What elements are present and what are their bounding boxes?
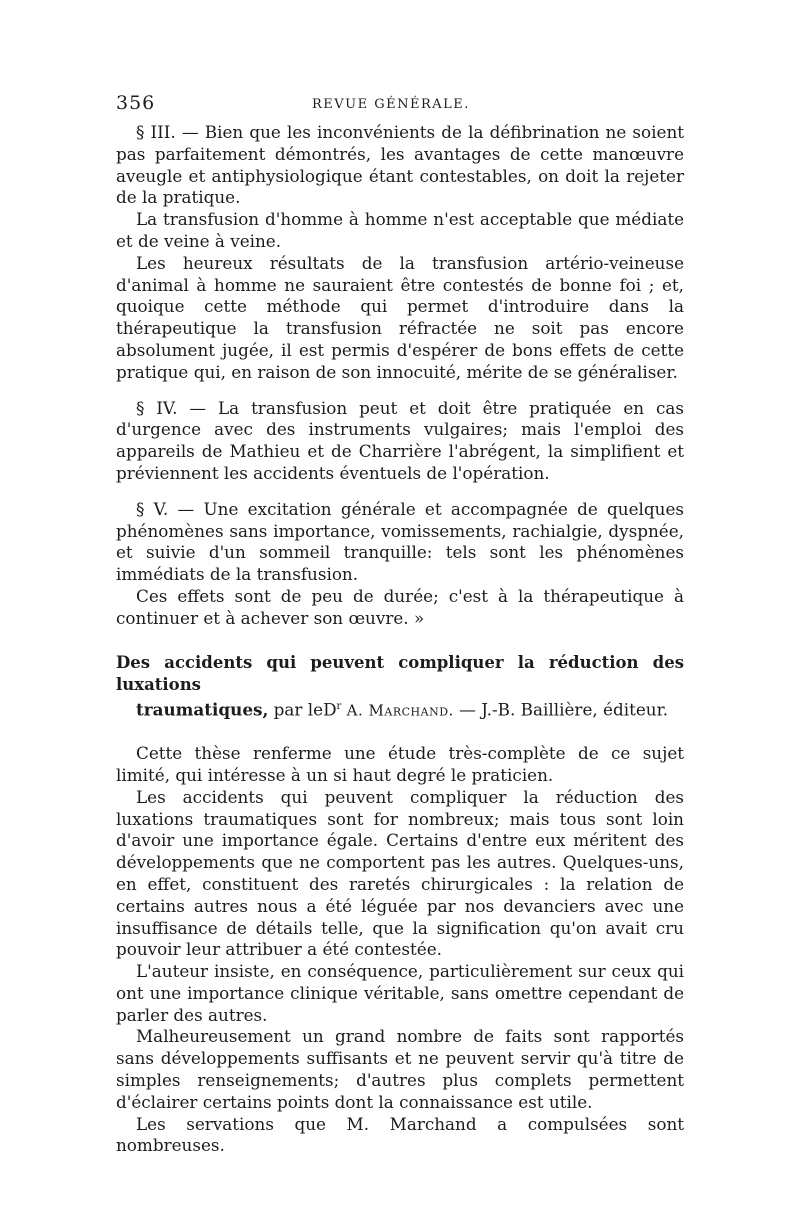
spacer xyxy=(116,384,684,398)
review-dr: D xyxy=(323,699,337,720)
review-dr-sup: r xyxy=(336,700,342,712)
review-title-continued: traumatiques, xyxy=(136,699,269,720)
spacer xyxy=(116,721,684,743)
section-3-paragraph-3: Les heureux résultats de la transfusion artério-veineuse d'animal à homme ne sauraient être contestés de bonne foi ; et, quoique cette méthode qui permet d'introduire dans la thérapeutique la transfusion réfractée ne soit pas encore absolument jugée, il est permis d'espérer de bons effets de cette pratique qui, en raison de son innocuité, mérite de se généraliser. xyxy=(116,252,684,382)
section-3-paragraph-2: La transfusion d'homme à homme n'est acceptable que médiate et de veine à veine. xyxy=(116,209,684,251)
running-head xyxy=(116,92,684,122)
page xyxy=(116,92,684,1157)
review-title xyxy=(116,652,684,696)
section-4-paragraph-1: § IV. — La transfusion peut et doit être pratiquée en cas d'urgence avec des instruments vulgaires; mais l'emploi des appareils de Mathieu et de Charrière l'abrégent, la simplifient et préviennent les accidents éventuels de l'opération. xyxy=(116,397,684,483)
review-title-text: Des accidents qui peuvent compliquer la réduction des luxations xyxy=(116,652,684,694)
page-number: 356 xyxy=(116,92,156,114)
review-author: A. Marchand. xyxy=(346,701,454,720)
body-paragraph-1: Cette thèse renferme une étude très-complète de ce sujet limité, qui intéresse à un si haut degré le praticien. xyxy=(116,743,684,785)
body-paragraph-5: Les servations que M. Marchand a compulsées sont nombreuses. xyxy=(116,1113,684,1156)
spacer xyxy=(116,485,684,499)
section-5-paragraph-1: § V. — Une excitation générale et accompagnée de quelques phénomènes sans importance, vomissements, rachialgie, dyspnée, et suivie d'un sommeil tranquille: tels sont les phénomènes immédiats de la transfusion. xyxy=(116,498,684,585)
body-paragraph-4: Malheureusement un grand nombre de faits sont rapportés sans développements suffisants et ne peuvent servir qu'à titre de simples renseignements; d'autres plus complets permettent d'éclairer certains points dont la connaissance est utile. xyxy=(116,1026,684,1112)
review-by: par le xyxy=(273,699,324,720)
body-paragraph-2: Les accidents qui peuvent compliquer la réduction des luxations traumatiques sont for nombreux; mais tous sont loin d'avoir une importance égale. Certains d'entre eux méritent des développements que ne comportent pas les autres. Quelques-uns, en effet, constituent des raretés chirurgicales : la relation de certains autres nous a été léguée par nos devanciers avec une insuffisance de détails telle, que la signification qu'on avait cru pouvoir leur attribuer a été contestée. xyxy=(116,786,684,960)
review-publisher: — J.-B. Baillière, éditeur. xyxy=(459,699,669,720)
body-paragraph-3: L'auteur insiste, en conséquence, particulièrement sur ceux qui ont une importance clinique véritable, sans omettre cependant de parler des autres. xyxy=(116,961,684,1025)
section-3-paragraph-1: § III. — Bien que les inconvénients de la défibrination ne soient pas parfaitement démontrés, les avantages de cette manœuvre aveugle et antiphysiologique étant contestables, on doit la rejeter de la pratique. xyxy=(116,122,684,208)
running-title: REVUE GÉNÉRALE. xyxy=(312,97,470,112)
section-5-paragraph-2: Ces effets sont de peu de durée; c'est à la thérapeutique à continuer et à achever son œuvre. » xyxy=(116,585,684,628)
review-byline xyxy=(136,696,684,722)
spacer xyxy=(116,630,684,652)
